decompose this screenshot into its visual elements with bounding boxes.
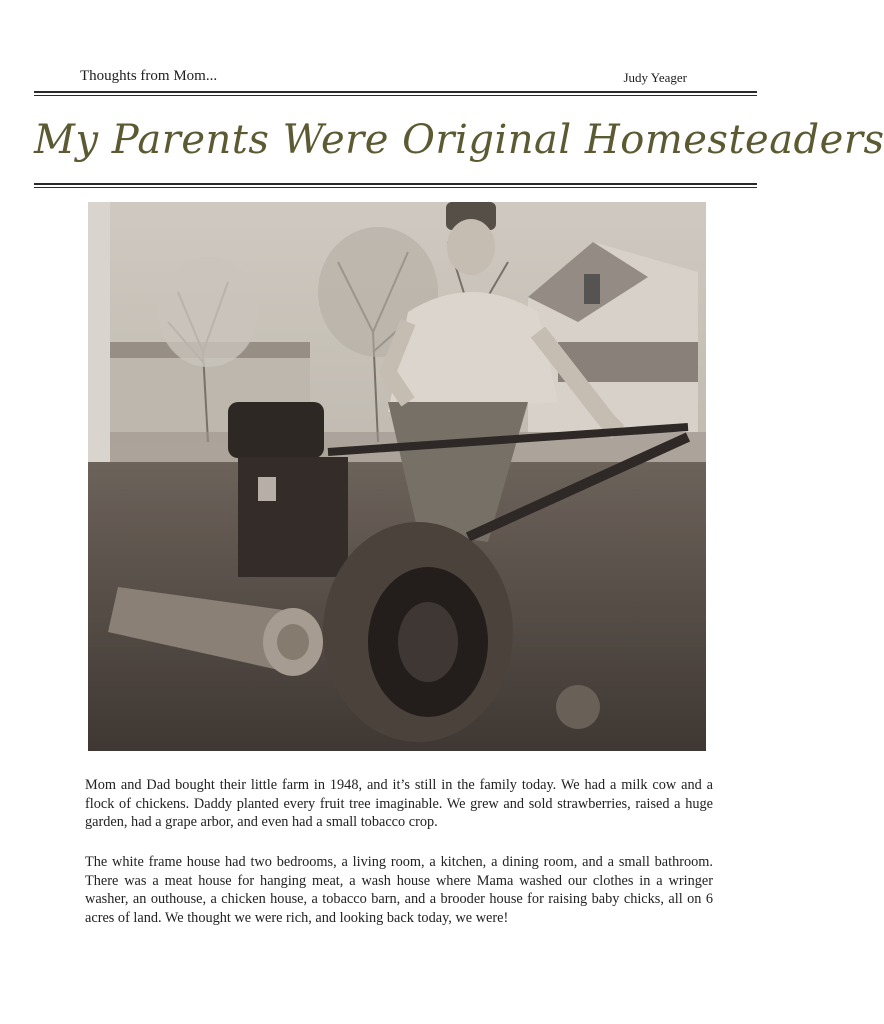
vintage-photo-man-with-garden-tractor-icon — [88, 202, 706, 751]
bottom-rule-thick — [34, 183, 757, 185]
top-rule-thick — [34, 91, 757, 93]
author-name: Judy Yeager — [623, 70, 687, 85]
top-rule-thin — [34, 95, 757, 96]
newsletter-header — [80, 68, 687, 88]
article-paragraph-2: The white frame house had two bedrooms, a living room, a kitchen, a dining room, and a small bathroom. There was a meat house for hanging meat, a wash house where Mama washed our clothes in a wringer washer, an outhouse, a chicken house, a tobacco barn, and a brooder house for raising baby chicks, all on 6 acres of land. We thought we were rich, and looking back today, we were! — [85, 854, 713, 926]
bottom-rule-thin — [34, 187, 757, 188]
article-paragraph-1: Mom and Dad bought their little farm in 1948, and it’s still in the family today. We had a milk cow and a flock of chickens. Daddy planted every fruit tree imaginable. We grew and sold strawberries, raised a huge garden, had a grape arbor, and even had a small tobacco crop. — [85, 777, 713, 831]
vintage-photo — [88, 202, 706, 751]
column-name: Thoughts from Mom... — [80, 68, 218, 84]
page-title: My Parents Were Original Homesteaders — [34, 117, 884, 163]
